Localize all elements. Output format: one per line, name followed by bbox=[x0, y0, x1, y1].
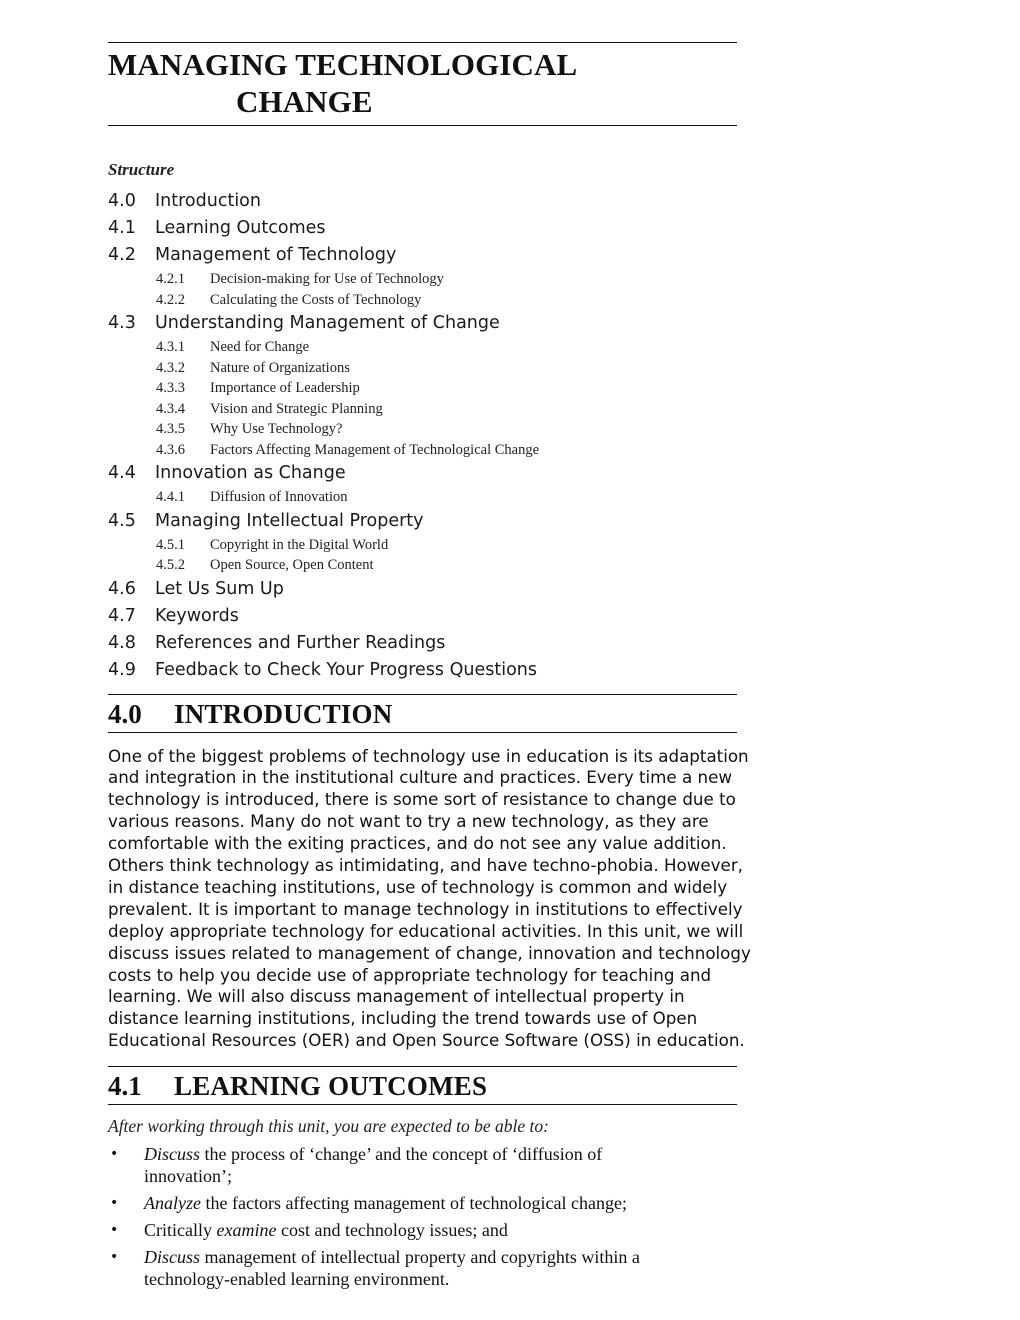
paragraph-line: prevalent. It is important to manage technology in institutions to effectively bbox=[108, 898, 743, 919]
section-number: 4.0 bbox=[108, 698, 142, 729]
toc-item bbox=[108, 215, 737, 242]
toc-item-title: Learning Outcomes bbox=[155, 218, 326, 238]
bullet-icon: • bbox=[110, 1222, 119, 1239]
toc-item-number: 4.6 bbox=[108, 578, 136, 599]
paragraph-line: discuss issues related to management of change, innovation and technology bbox=[108, 942, 751, 963]
toc-subitem-title: Nature of Organizations bbox=[210, 359, 350, 376]
outcome-text: cost and technology issues; and bbox=[276, 1220, 508, 1241]
outcome-verb: Analyze bbox=[144, 1193, 201, 1214]
unit-title-line2: CHANGE bbox=[236, 84, 373, 119]
toc-subitem-number: 4.3.6 bbox=[156, 441, 185, 458]
toc-subitem-title: Decision-making for Use of Technology bbox=[210, 271, 444, 287]
toc-item bbox=[108, 460, 737, 487]
toc-item-title: Innovation as Change bbox=[155, 463, 346, 483]
toc-item bbox=[108, 188, 737, 215]
toc-subitem-title: Open Source, Open Content bbox=[210, 557, 374, 573]
toc-subitem-title: Copyright in the Digital World bbox=[210, 536, 389, 553]
toc-item bbox=[108, 630, 737, 657]
toc-item-title: Keywords bbox=[155, 605, 239, 626]
toc-item-number: 4.1 bbox=[108, 218, 136, 238]
intro-top-rule bbox=[108, 694, 737, 695]
outcome-item bbox=[108, 1219, 737, 1241]
bullet-icon: • bbox=[110, 1249, 119, 1266]
toc-subitem-number: 4.5.2 bbox=[156, 557, 185, 573]
paragraph-line: comfortable with the exiting practices, and do not see any value addition. bbox=[108, 833, 727, 854]
toc-subitem bbox=[108, 290, 737, 311]
toc-subitem bbox=[108, 399, 737, 420]
section-number: 4.1 bbox=[108, 1071, 142, 1102]
outcome-item bbox=[108, 1246, 737, 1290]
toc-item bbox=[108, 603, 737, 630]
intro-bottom-rule bbox=[108, 732, 737, 733]
unit-title bbox=[108, 46, 737, 120]
paragraph-line: Educational Resources (OER) and Open Source Software (OSS) in education. bbox=[108, 1030, 745, 1051]
outcome-text: management of intellectual property and copyrights within a bbox=[200, 1247, 640, 1268]
outcome-text: the factors affecting management of technological change; bbox=[200, 1193, 627, 1214]
unit-title-line1: MANAGING TECHNOLOGICAL bbox=[108, 47, 578, 82]
page-content bbox=[108, 0, 751, 1295]
section-heading-learning-outcomes bbox=[108, 1069, 737, 1103]
bullet-icon: • bbox=[110, 1146, 119, 1163]
introduction-paragraph bbox=[108, 745, 751, 1053]
outcome-text-continued: innovation’; bbox=[144, 1166, 232, 1187]
outcomes-list bbox=[108, 1143, 737, 1290]
toc-item-title: Introduction bbox=[155, 191, 261, 211]
toc-subitem-number: 4.5.1 bbox=[156, 536, 185, 553]
toc-subitem bbox=[108, 419, 737, 440]
outcome-text: the process of ‘change’ and the concept of ‘diffusion of bbox=[200, 1144, 603, 1165]
paragraph-line: deploy appropriate technology for educational activities. In this unit, we will bbox=[108, 920, 744, 941]
toc-item-title: References and Further Readings bbox=[155, 632, 446, 653]
section-title: LEARNING OUTCOMES bbox=[174, 1071, 488, 1102]
toc-item-number: 4.0 bbox=[108, 191, 136, 211]
paragraph-line: learning. We will also discuss management of intellectual property in bbox=[108, 986, 685, 1007]
toc-item-title: Managing Intellectual Property bbox=[155, 510, 424, 531]
toc-subitem-title: Importance of Leadership bbox=[210, 380, 360, 396]
toc-subitem-title: Why Use Technology? bbox=[210, 421, 343, 437]
toc-item-title: Management of Technology bbox=[155, 245, 397, 265]
toc-subitem bbox=[108, 358, 737, 379]
outcome-verb: Discuss bbox=[144, 1144, 201, 1165]
toc-item-title: Feedback to Check Your Progress Questions bbox=[155, 659, 537, 680]
toc-subitem-title: Calculating the Costs of Technology bbox=[210, 291, 422, 308]
toc-subitem-title: Need for Change bbox=[210, 339, 310, 355]
paragraph-line: Others think technology as intimidating, and have techno-phobia. However, bbox=[108, 855, 743, 876]
toc-item-number: 4.7 bbox=[108, 605, 136, 626]
section-title: INTRODUCTION bbox=[174, 698, 393, 729]
outcome-verb: Discuss bbox=[144, 1247, 201, 1268]
paragraph-line: in distance teaching institutions, use of technology is common and widely bbox=[108, 876, 728, 897]
toc-subitem-number: 4.3.2 bbox=[156, 359, 185, 376]
toc-item-number: 4.2 bbox=[108, 245, 136, 265]
paragraph-line: distance learning institutions, including the trend towards use of Open bbox=[108, 1008, 698, 1029]
outcome-item bbox=[108, 1143, 737, 1187]
paragraph-line: technology is introduced, there is some sort of resistance to change due to bbox=[108, 789, 736, 810]
toc-item-number: 4.8 bbox=[108, 632, 136, 653]
title-top-rule bbox=[108, 42, 737, 43]
paragraph-line: various reasons. Many do not want to try a new technology, as they are bbox=[108, 811, 709, 832]
outcome-text-continued: technology-enabled learning environment. bbox=[144, 1269, 450, 1290]
toc-subitem-number: 4.2.1 bbox=[156, 271, 185, 287]
toc-item-title: Understanding Management of Change bbox=[155, 313, 500, 333]
toc-item bbox=[108, 657, 737, 684]
outcome-item bbox=[108, 1192, 737, 1214]
toc-item-number: 4.3 bbox=[108, 313, 136, 333]
toc-subitem-number: 4.3.4 bbox=[156, 400, 185, 417]
toc-subitem-number: 4.3.5 bbox=[156, 421, 185, 437]
toc-subitem-number: 4.2.2 bbox=[156, 291, 185, 308]
toc-subitem bbox=[108, 440, 737, 461]
paragraph-line: costs to help you decide use of appropriate technology for teaching and bbox=[108, 964, 712, 985]
paragraph-line: and integration in the institutional culture and practices. Every time a new bbox=[108, 767, 733, 788]
section-heading-introduction bbox=[108, 697, 737, 731]
toc-subitem-title: Factors Affecting Management of Technological Change bbox=[210, 441, 540, 458]
outcome-prefix: Critically bbox=[144, 1220, 217, 1241]
toc-item-title: Let Us Sum Up bbox=[155, 578, 284, 599]
toc-item bbox=[108, 576, 737, 603]
outcomes-bottom-rule bbox=[108, 1104, 737, 1105]
outcome-verb: examine bbox=[216, 1220, 277, 1241]
toc-subitem bbox=[108, 269, 737, 290]
bullet-icon: • bbox=[110, 1195, 119, 1212]
toc-subitem-number: 4.4.1 bbox=[156, 489, 185, 505]
toc-subitem bbox=[108, 555, 737, 576]
toc-subitem-title: Vision and Strategic Planning bbox=[210, 400, 383, 417]
toc-item-number: 4.4 bbox=[108, 463, 136, 483]
paragraph-line: One of the biggest problems of technology use in education is its adaptation bbox=[108, 745, 749, 766]
structure-label: Structure bbox=[108, 160, 175, 179]
toc-item bbox=[108, 310, 737, 337]
toc-subitem bbox=[108, 535, 737, 556]
toc-subitem bbox=[108, 337, 737, 358]
toc-item-number: 4.5 bbox=[108, 510, 136, 531]
outcomes-top-rule bbox=[108, 1066, 737, 1067]
toc-subitem-number: 4.3.1 bbox=[156, 339, 185, 355]
toc-subitem bbox=[108, 487, 737, 508]
toc-item bbox=[108, 242, 737, 269]
toc-subitem-number: 4.3.3 bbox=[156, 380, 185, 396]
outcomes-lead: After working through this unit, you are expected to be able to: bbox=[108, 1116, 549, 1137]
toc-item-number: 4.9 bbox=[108, 659, 136, 680]
toc-subitem-title: Diffusion of Innovation bbox=[210, 489, 348, 505]
title-bottom-rule bbox=[108, 125, 737, 126]
toc-subitem bbox=[108, 378, 737, 399]
table-of-contents bbox=[108, 188, 737, 684]
toc-item bbox=[108, 508, 737, 535]
